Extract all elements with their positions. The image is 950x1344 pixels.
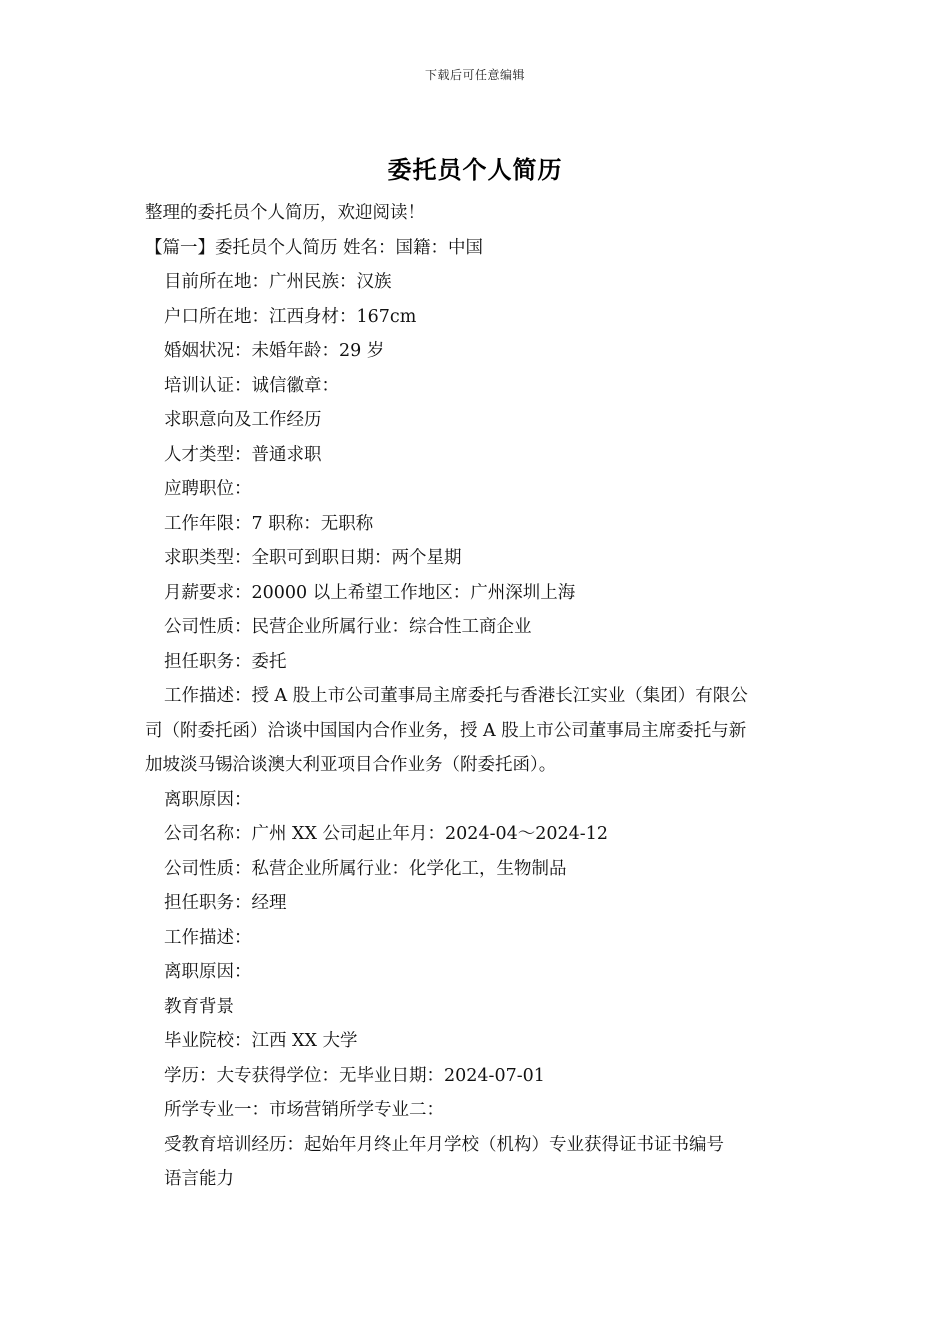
- section-language: 语言能力: [164, 1169, 234, 1189]
- work-description-line-2: 司（附委托函）洽谈中国国内合作业务，授 A 股上市公司董事局主席委托与新: [145, 720, 747, 741]
- field-training: 受教育培训经历：起始年月终止年月学校（机构）专业获得证书证书编号: [164, 1134, 724, 1155]
- work-description-paragraph: [145, 679, 813, 783]
- section-job-intent: 求职意向及工作经历: [164, 410, 322, 430]
- field-certification: 培训认证：诚信徽章：: [164, 375, 339, 396]
- field-position: 应聘职位：: [164, 479, 252, 499]
- header-note: 下载后可任意编辑: [424, 68, 525, 82]
- field-talent-type: 人才类型：普通求职: [164, 444, 322, 465]
- field-company-name: 公司名称：广州 XX 公司起止年月：2024-04～2024-12: [164, 824, 608, 844]
- field-work-description-2: 工作描述：: [164, 927, 252, 948]
- field-hukou: 户口所在地：江西身材：167cm: [164, 306, 417, 327]
- field-marital: 婚姻状况：未婚年龄：29 岁: [164, 341, 385, 361]
- field-duty-1: 担任职务：委托: [164, 651, 287, 672]
- field-job-type: 求职类型：全职可到职日期：两个星期: [164, 548, 462, 568]
- field-years: 工作年限：7 职称：无职称: [164, 513, 374, 534]
- field-company-nature-2: 公司性质：私营企业所属行业：化学化工，生物制品: [164, 858, 567, 879]
- document-body: [145, 196, 813, 1197]
- document-title: 委托员个人简历: [387, 155, 563, 184]
- field-major: 所学专业一：市场营销所学专业二：: [164, 1100, 444, 1120]
- work-description-line-3: 加坡淡马锡洽谈澳大利亚项目合作业务（附委托函）。: [145, 755, 557, 775]
- intro-line: 整理的委托员个人简历，欢迎阅读！: [145, 203, 425, 223]
- field-salary: 月薪要求：20000 以上希望工作地区：广州深圳上海: [164, 582, 576, 603]
- field-company-nature-1: 公司性质：民营企业所属行业：综合性工商企业: [164, 617, 532, 637]
- work-description-line-1: 工作描述：授 A 股上市公司董事局主席委托与香港长江实业（集团）有限公: [164, 686, 748, 706]
- field-location: 目前所在地：广州民族：汉族: [164, 272, 392, 292]
- field-duty-2: 担任职务：经理: [164, 893, 287, 913]
- field-school: 毕业院校：江西 XX 大学: [164, 1031, 358, 1051]
- field-leave-reason-2: 离职原因：: [164, 962, 252, 982]
- section-education: 教育背景: [164, 996, 234, 1017]
- field-degree: 学历：大专获得学位：无毕业日期：2024-07-01: [164, 1065, 545, 1086]
- section-heading: 【篇一】委托员个人简历 姓名：国籍：中国: [145, 237, 484, 258]
- field-leave-reason-1: 离职原因：: [164, 789, 252, 810]
